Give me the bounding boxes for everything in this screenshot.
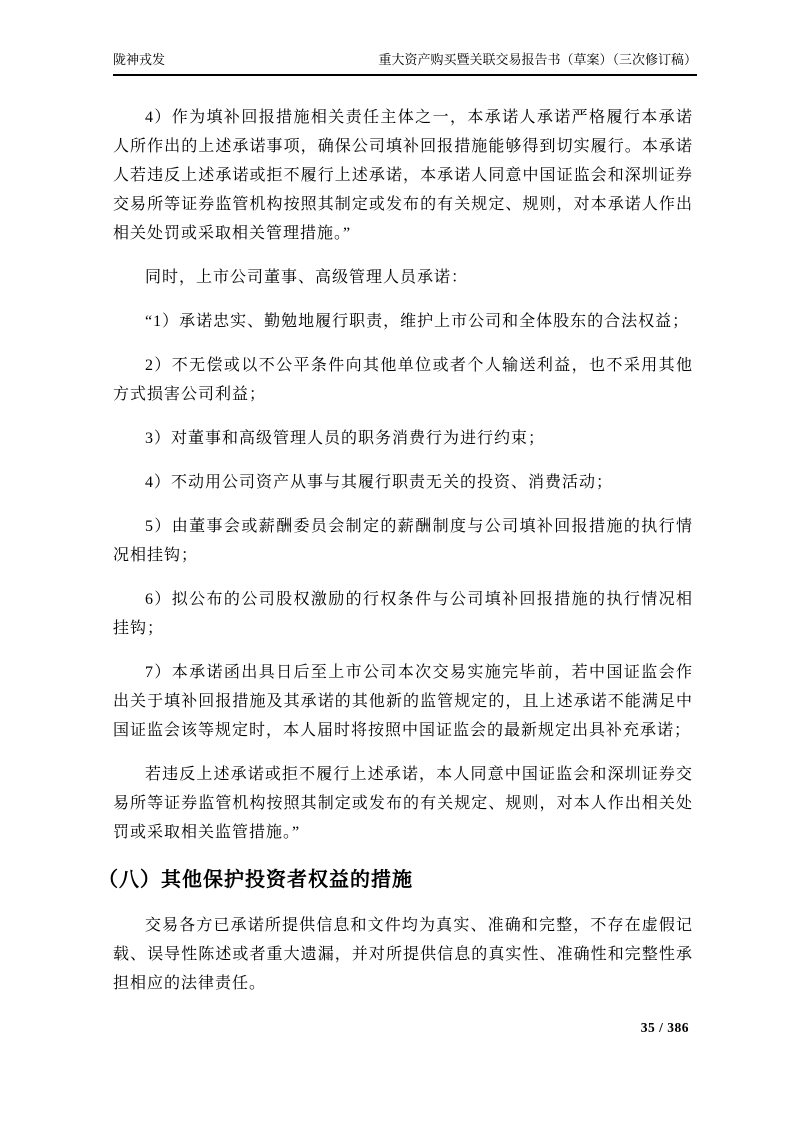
paragraph-pledge-item-5: 5）由董事会或薪酬委员会制定的薪酬制度与公司填补回报措施的执行情况相挂钩； <box>113 518 693 564</box>
page-footer <box>113 1019 693 1037</box>
paragraph-pledge-item-1: “1）承诺忠实、勤勉地履行职责，维护上市公司和全体股东的合法权益； <box>145 313 690 330</box>
page-number: 35 / 386 <box>640 1020 689 1035</box>
page-header <box>113 52 697 76</box>
paragraph-pledge-item-4: 4）不动用公司资产从事与其履行职责无关的投资、消费活动； <box>145 474 614 491</box>
header-document-title: 重大资产购买暨关联交易报告书（草案）（三次修订稿） <box>378 52 697 67</box>
paragraph-closing-statement: 交易各方已承诺所提供信息和文件均为真实、准确和完整，不存在虚假记载、误导性陈述或者重大遗漏，并对所提供信息的真实性、准确性和完整性承担相应的法律责任。 <box>113 917 693 992</box>
paragraph-directors-intro: 同时，上市公司董事、高级管理人员承诺： <box>145 269 469 286</box>
document-body <box>98 77 693 1013</box>
paragraph-pledge-item-3: 3）对董事和高级管理人员的职务消费行为进行约束； <box>145 430 546 447</box>
paragraph-commitment-item-4: 4）作为填补回报措施相关责任主体之一，本承诺人承诺严格履行本承诺人所作出的上述承诺事项，确保公司填补回报措施能够得到切实履行。本承诺人若违反上述承诺或拒不履行上述承诺，本承诺人同意中国证监会和深圳证券交易所等证券监管机构按照其制定或发布的有关规定、规则，对本承诺人作出相关处罚或采取相关管理措施。” <box>113 109 693 242</box>
section-heading-8: （八）其他保护投资者权益的措施 <box>98 869 413 891</box>
paragraph-pledge-item-6: 6）拟公布的公司股权激励的行权条件与公司填补回报措施的执行情况相挂钩； <box>113 591 693 637</box>
header-company-name: 陇神戎发 <box>113 52 166 67</box>
paragraph-pledge-item-2: 2）不无偿或以不公平条件向其他单位或者个人输送利益，也不采用其他方式损害公司利益； <box>113 357 693 403</box>
paragraph-violation-clause: 若违反上述承诺或拒不履行上述承诺，本人同意中国证监会和深圳证券交易所等证券监管机构按照其制定或发布的有关规定、规则，对本人作出相关处罚或采取相关监管措施。” <box>113 766 693 841</box>
paragraph-pledge-item-7: 7）本承诺函出具日后至上市公司本次交易实施完毕前，若中国证监会作出关于填补回报措施及其承诺的其他新的监管规定的，且上述承诺不能满足中国证监会该等规定时，本人届时将按照中国证监会的最新规定出具补充承诺； <box>113 664 693 739</box>
